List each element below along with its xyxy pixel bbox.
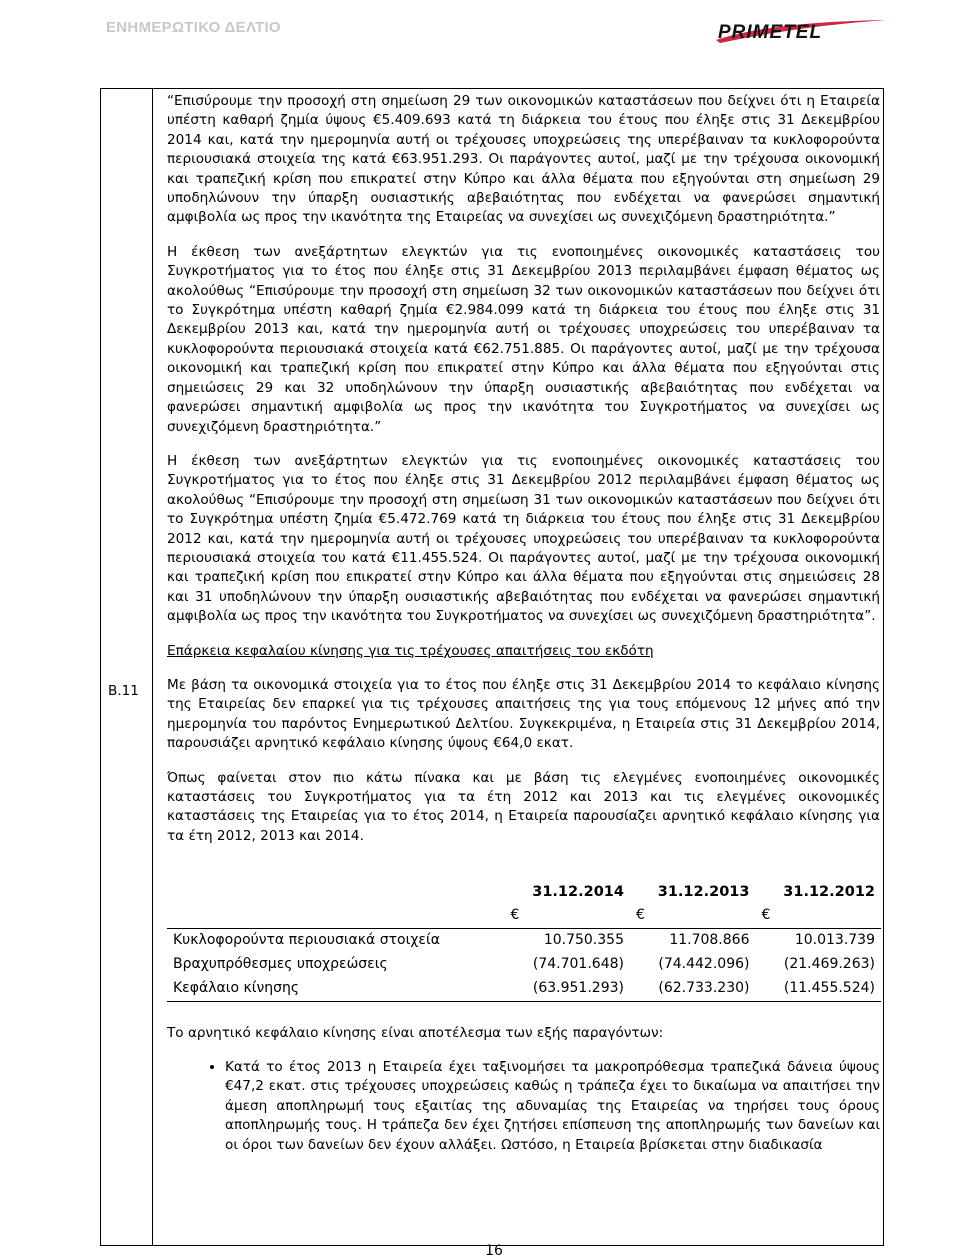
cell-2013: (62.733.230) xyxy=(630,977,756,1002)
table-intro-paragraph: Όπως φαίνεται στον πιο κάτω πίνακα και με βάση τις ελεγμένες ενοποιημένες οικονομικές καταστάσεις του Συγκροτήματος για τα έτη 2012 και 2013 και τις ελεγμένες οικονομικές καταστάσεις της Εταιρείας για το έτος 2014, η Εταιρεία παρουσίαζει αρνητικό κεφάλαιο κίνησης για τα έτη 2012, 2013 και 2014. xyxy=(167,769,880,844)
col-header-2013: 31.12.2013 xyxy=(657,883,750,900)
header-title: ΕΝΗΜΕΡΩΤΙΚΟ ΔΕΛΤΙΟ xyxy=(106,19,281,36)
emphasis-paragraph-2013: Η έκθεση των ανεξάρτητων ελεγκτών για τις ενοποιημένες οικονομικές καταστάσεις του Συγκροτήματος για το έτος που έληξε στις 31 Δεκεμβρίου 2013 περιλαμβάνει έμφαση θέματος ως ακολούθως “Επισύρουμε την προσοχή στη σημείωση 32 των οικονομικών καταστάσεων που δείχνει ότι το Συγκρότημα υπέστη καθαρή ζημία €2.984.099 κατά τη διάρκεια του έτους που έληξε στις 31 Δεκεμβρίου 2013 και, κατά την ημερομηνία αυτή οι τρέχουσες υποχρεώσεις του υπερέβαιναν τα κυκλοφορούντα περιουσιακά στοιχεία κατά €62.751.885. Οι παράγοντες αυτοί, μαζί με την τρέχουσα οικονομική και τραπεζική κρίση που επικρατεί στην Κύπρο και άλλα θέματα που εξηγούνται στις σημειώσεις 29 και 32 υποδηλώνουν την ύπαρξη ουσιαστικής αβεβαιότητας που ενδέχεται να φανερώσει σημαντική αμφιβολία ως προς την ικανότητα του Συγκροτήματος να συνεχίσει ως συνεχιζόμενη δραστηριότητα.” xyxy=(167,243,880,435)
row-label: Βραχυπρόθεσμες υποχρεώσεις xyxy=(173,955,388,972)
cell-2014: (74.701.648) xyxy=(532,955,624,972)
factors-list xyxy=(167,1058,880,1155)
content-frame xyxy=(100,88,884,1246)
working-capital-paragraph: Με βάση τα οικονομικά στοιχεία για το έτος που έληξε στις 31 Δεκεμβρίου 2014 το κεφάλαιο κίνησης της Εταιρείας δεν επαρκεί για τις τρέχουσες απαιτήσεις της για τους επόμενους 12 μήνες από την ημερομηνία του παρόντος Ενημερωτικού Δελτίου. Συγκεκριμένα, η Εταιρεία στις 31 Δεκεμβρίου 2014, παρουσιάζει αρνητικό κεφάλαιο κίνησης ύψους €64,0 εκατ. xyxy=(167,676,880,752)
logo-text: PRIMETEL xyxy=(718,22,823,43)
cell-2012: (11.455.524) xyxy=(755,977,881,1002)
currency-2013: € xyxy=(630,904,756,928)
section-number: B.11 xyxy=(108,683,139,699)
currency-2012: € xyxy=(755,904,881,928)
section-title: Επάρκεια κεφαλαίου κίνησης για τις τρέχουσες απαιτήσεις του εκδότη xyxy=(167,642,654,659)
table-currency-row xyxy=(167,904,881,928)
cell-2012: (21.469.263) xyxy=(783,955,875,972)
row-label: Κυκλοφορούντα περιουσιακά στοιχεία xyxy=(173,931,440,948)
list-item: • Κατά το έτος 2013 η Εταιρεία έχει ταξινομήσει τα μακροπρόθεσμα τραπεζικά δάνεια ύψους €47,2 εκατ. στις τρέχουσες υποχρεώσεις καθώς η τράπεζα έχει το δικαίωμα να απαιτήσει την άμεση αποπληρωμή τους εξαιτίας της αδυναμίας της Εταιρείας να τηρήσει τους όρους αποπληρωμής τους. Η τράπεζα δεν έχει ζητήσει επίσπευση της αποπληρωμής των δανείων και οι όροι των δανείων δεν έχουν αλλάξει. Ωστόσο, η Εταιρεία βρίσκεται στην διαδικασία xyxy=(225,1058,880,1155)
cell-2013: (74.442.096) xyxy=(658,955,750,972)
column-divider xyxy=(152,89,153,1245)
table-row xyxy=(167,928,881,953)
col-header-2014: 31.12.2014 xyxy=(532,883,624,900)
working-capital-table xyxy=(167,880,881,1001)
currency-2014: € xyxy=(504,904,630,928)
primetel-logo xyxy=(710,16,890,46)
cell-2014: 10.750.355 xyxy=(543,931,624,948)
content-column xyxy=(167,92,880,1155)
row-label: Κεφάλαιο κίνησης xyxy=(167,977,504,1002)
emphasis-paragraph-2012: Η έκθεση των ανεξάρτητων ελεγκτών για τις ενοποιημένες οικονομικές καταστάσεις του Συγκροτήματος για το έτος που έληξε στις 31 Δεκεμβρίου 2012 περιλαμβάνει έμφαση θέματος ως ακολούθως “Επισύρουμε την προσοχή στη σημείωση 31 των οικονομικών καταστάσεων που δείχνει ότι το Συγκρότημα υπέστη ζημία €5.472.769 κατά τη διάρκεια του έτους που έληξε στις 31 Δεκεμβρίου 2012 και, κατά την ημερομηνία αυτή οι τρέχουσες υποχρεώσεις του υπερέβαιναν τα κυκλοφορούντα περιουσιακά στοιχεία του κατά €11.455.524. Οι παράγοντες αυτοί, μαζί με την τρέχουσα οικονομική και τραπεζική κρίση που επικρατεί στην Κύπρο και άλλα θέματα που εξηγούνται στις σημειώσεις 28 και 31 υποδηλώνουν την ύπαρξη ουσιαστικής αβεβαιότητας που ενδέχεται να φανερώσει σημαντική αμφιβολία ως προς την ικανότητα του Συγκροτήματος να συνεχίσει ως συνεχιζόμενη δραστηριότητα”. xyxy=(167,452,880,625)
table-row xyxy=(167,953,881,977)
emphasis-paragraph-2014: “Επισύρουμε την προσοχή στη σημείωση 29 των οικονομικών καταστάσεων που δείχνει ότι η Εταιρεία υπέστη καθαρή ζημία ύψους €5.409.693 κατά τη διάρκεια του έτους που έληξε στις 31 Δεκεμβρίου 2014 και, κατά την ημερομηνία αυτή οι τρέχουσες υποχρεώσεις της υπερέβαιναν τα κυκλοφορούντα περιουσιακά στοιχεία της κατά €63.951.293. Οι παράγοντες αυτοί, μαζί με την τρέχουσα οικονομική και τραπεζική κρίση που επικρατεί στην Κύπρο και άλλα θέματα που εξηγούνται στη σημείωση 29 υποδηλώνουν την ύπαρξη ουσιαστικής αβεβαιότητας που ενδέχεται να φανερώσει σημαντική αμφιβολία ως προς την ικανότητα της Εταιρείας να συνεχίσει ως συνεχιζόμενη δραστηριότητα.” xyxy=(167,93,880,226)
cell-2013: 11.708.866 xyxy=(669,931,750,948)
primetel-logo-icon xyxy=(710,16,890,46)
cell-2012: 10.013.739 xyxy=(794,931,875,948)
col-header-2012: 31.12.2012 xyxy=(783,883,875,900)
table-header-row xyxy=(167,880,881,904)
table-row xyxy=(167,977,881,1002)
cell-2014: (63.951.293) xyxy=(504,977,630,1002)
factors-intro-paragraph: Το αρνητικό κεφάλαιο κίνησης είναι αποτέλεσμα των εξής παραγόντων: xyxy=(167,1024,664,1041)
page-number: 16 xyxy=(485,1243,503,1259)
